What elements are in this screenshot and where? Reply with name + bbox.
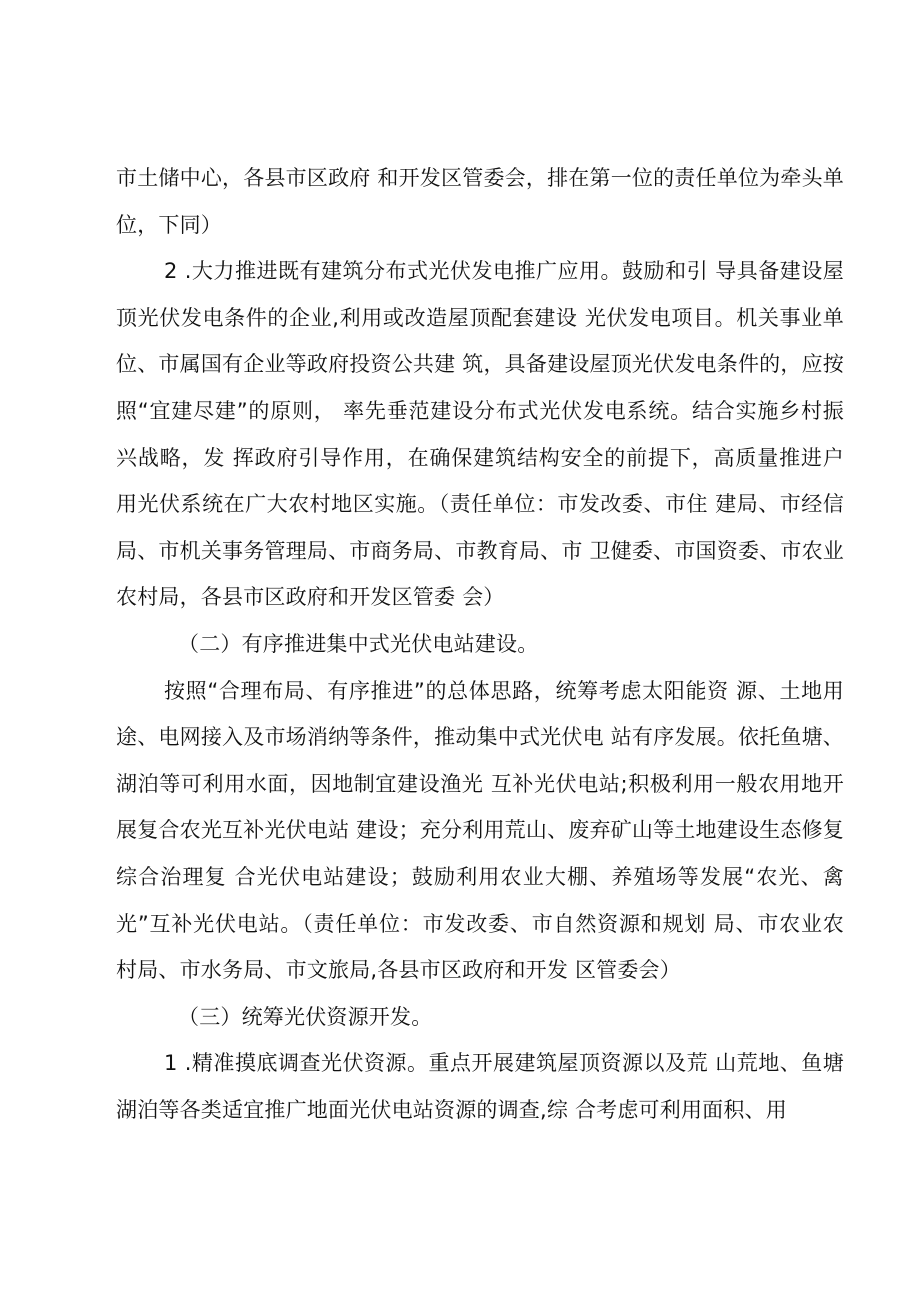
item-2-paragraph: 2 .大力推进既有建筑分布式光伏发电推广应用。鼓励和引 导具备建设屋顶光伏发电条件的企业,利用或改造屋顶配套建设 光伏发电项目。机关事业单位、市属国有企业等政府投资公共建 筑，具备建设屋顶光伏发电条件的，应按照“宜建尽建”的原则， 率先垂范建设分布式光伏发电系统。结合实施乡村振兴战略，发 挥政府引导作用，在确保建筑结构安全的前提下，高质量推进户 用光伏系统在广大农村地区实施。（责任单位：市发改委、市住 建局、市经信局、市机关事务管理局、市商务局、市教育局、市 卫健委、市国资委、市农业农村局，各县市区政府和开发区管委 会） <box>116 259 844 610</box>
continued-paragraph: 市土储中心，各县市区政府 和开发区管委会，排在第一位的责任单位为牵头单位，下同） <box>116 166 844 237</box>
document-body <box>116 155 844 1133</box>
section-heading-3: （三）统筹光伏资源开发。 <box>178 1004 433 1029</box>
section-2-paragraph: 按照“合理布局、有序推进”的总体思路，统筹考虑太阳能资 源、土地用途、电网接入及市场消纳等条件，推动集中式光伏电 站有序发展。依托鱼塘、湖泊等可利用水面，因地制宜建设渔光 互补光伏电站;积极利用一般农用地开展复合农光互补光伏电站 建设；充分利用荒山、废弃矿山等土地建设生态修复综合治理复 合光伏电站建设；鼓励利用农业大棚、养殖场等发展“农光、禽 光”互补光伏电站。（责任单位：市发改委、市自然资源和规划 局、市农业农村局、市水务局、市文旅局,各县市区政府和开发 区管委会） <box>116 678 844 983</box>
item-1-paragraph: 1 .精准摸底调查光伏资源。重点开展建筑屋顶资源以及荒 山荒地、鱼塘湖泊等各类适宜推广地面光伏电站资源的调查,综 合考虑可利用面积、用 <box>116 1051 844 1122</box>
section-heading-2: （二）有序推进集中式光伏电站建设。 <box>178 631 539 656</box>
